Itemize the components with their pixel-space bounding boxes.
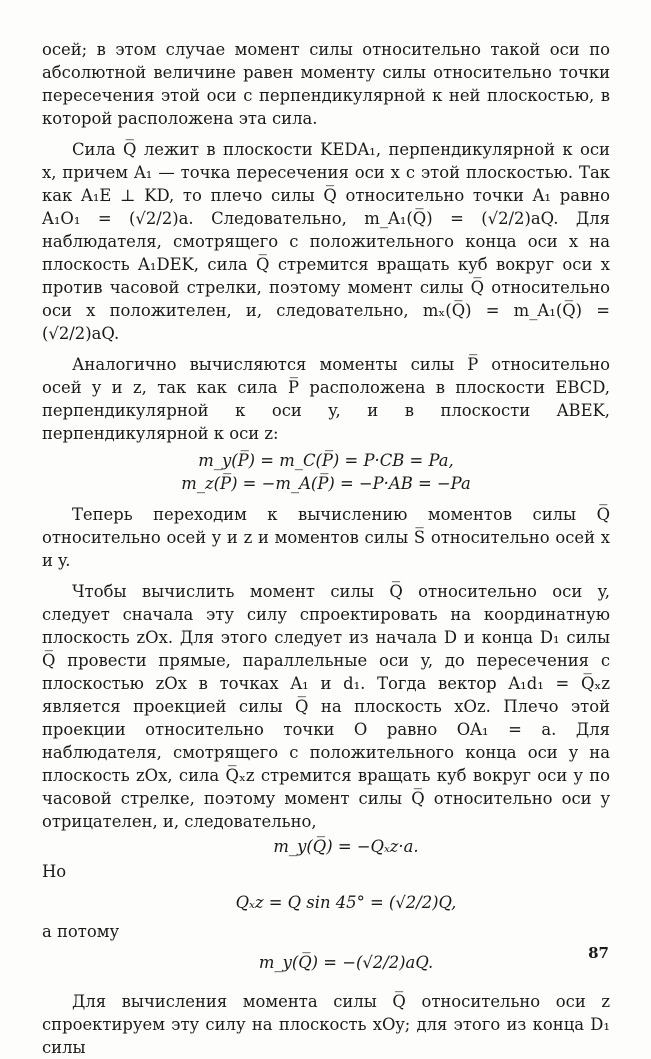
paragraph-continuation: осей; в этом случае момент силы относительно такой оси по абсолютной величине равен моменту силы относительно точки пересечения этой оси с перпендикулярной к ней плоскостью, в которой расположена эта сила.	[42, 40, 610, 128]
paragraph-transition: Теперь переходим к вычислению моментов силы Q̅ относительно осей y и z и моментов силы S̅ относительно осей x и y.	[42, 505, 610, 570]
paragraph-force-p-axes: Аналогично вычисляются моменты силы P̅ относительно осей y и z, так как сила P̅ расположена в плоскости EBCD, перпендикулярной к оси y, и в плоскости ABEK, перпендикулярной к оси z:	[42, 355, 610, 443]
page-number: 87	[588, 944, 609, 962]
word-therefore: а потому	[42, 922, 120, 941]
formula-my-q: m_y(Q̅) = −Qₓz·a.	[273, 837, 419, 856]
document-page	[42, 38, 610, 1059]
formula-my-p: m_y(P̅) = m_C(P̅) = P·CB = Pa,	[198, 451, 454, 470]
paragraph-force-q-axis-x: Сила Q̅ лежит в плоскости KEDA₁, перпендикулярной к оси x, причем A₁ — точка пересечения оси x с этой плоскостью. Так как A₁E ⊥ KD, то плечо силы Q̅ относительно точки A₁ равно A₁O₁ = (√2/2)a. Следовательно, m_A₁(Q̅) = (√2/2)aQ. Для наблюдателя, смотрящего с положительного конца оси x на плоскость A₁DEK, сила Q̅ стремится вращать куб вокруг оси x против часовой стрелки, поэтому момент силы Q̅ относительно оси x положителен, и, следовательно, mₓ(Q̅) = m_A₁(Q̅) = (√2/2)aQ.	[42, 140, 610, 343]
formula-my-q-result: m_y(Q̅) = −(√2/2)aQ.	[258, 953, 434, 972]
formula-mz-p: m_z(P̅) = −m_A(P̅) = −P·AB = −Pa	[181, 474, 471, 493]
formula-qxz: Qₓz = Q sin 45° = (√2/2)Q,	[235, 893, 457, 912]
paragraph-axis-z: Для вычисления момента силы Q̅ относительно оси z спроектируем эту силу на плоскость xOy; для этого из конца D₁ силы	[42, 992, 610, 1057]
word-but: Но	[42, 862, 67, 881]
paragraph-projection-zox: Чтобы вычислить момент силы Q̅ относительно оси y, следует сначала эту силу спроектировать на координатную плоскость zOx. Для этого следует из начала D и конца D₁ силы Q̅ провести прямые, параллельные оси y, до пересечения с плоскостью zOx в точках A₁ и d₁. Тогда вектор A₁d₁ = Q̅ₓz является проекцией силы Q̅ на плоскость xOz. Плечо этой проекции относительно точки O равно OA₁ = a. Для наблюдателя, смотрящего с положительного конца оси y на плоскость zOx, сила Q̅ₓz стремится вращать куб вокруг оси y по часовой стрелке, поэтому момент силы Q̅ относительно оси y отрицателен, и, следовательно,	[42, 582, 610, 831]
